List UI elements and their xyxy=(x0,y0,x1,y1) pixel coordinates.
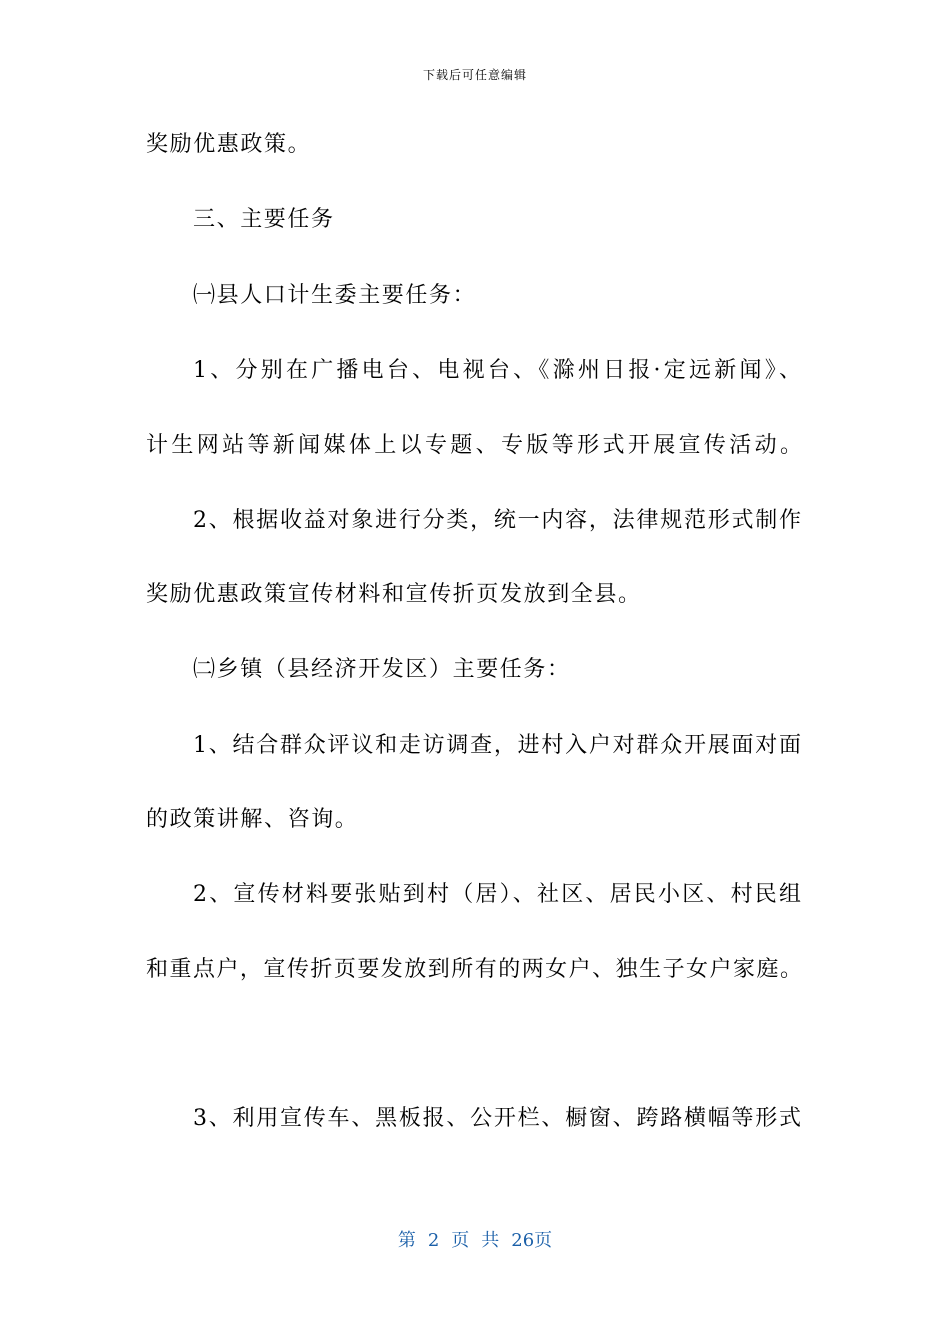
body-line: 1、分别在广播电台、电视台、《滁州日报·定远新闻》、 xyxy=(193,358,801,383)
footer-label-total: 共 xyxy=(481,1230,500,1251)
body-line: 2、根据收益对象进行分类，统一内容，法律规范形式制作 xyxy=(193,508,801,533)
section-heading: 三、主要任务 xyxy=(193,207,335,232)
header-note: 下载后可任意编辑 xyxy=(422,68,527,82)
subsection-heading: ㈡乡镇（县经济开发区）主要任务： xyxy=(193,657,571,682)
footer-current-page: 2 xyxy=(427,1230,440,1251)
body-line: 的政策讲解、咨询。 xyxy=(146,807,359,832)
footer-total-pages: 26页 xyxy=(511,1230,553,1251)
page-number-footer xyxy=(0,1226,950,1252)
body-line: 和重点户，宣传折页要发放到所有的两女户、独生子女户家庭。 xyxy=(146,957,802,982)
body-line: 2、宣传材料要张贴到村（居）、社区、居民小区、村民组 xyxy=(193,882,801,907)
footer-label-page: 第 xyxy=(397,1230,416,1251)
subsection-heading: ㈠县人口计生委主要任务： xyxy=(193,283,477,308)
body-line: 计生网站等新闻媒体上以专题、专版等形式开展宣传活动。 xyxy=(146,433,802,458)
body-line: 3、利用宣传车、黑板报、公开栏、橱窗、跨路横幅等形式 xyxy=(193,1106,801,1131)
body-line: 奖励优惠政策。 xyxy=(146,132,312,157)
footer-label-unit: 页 xyxy=(451,1230,470,1251)
body-line: 1、结合群众评议和走访调查，进村入户对群众开展面对面 xyxy=(193,733,801,758)
body-line: 奖励优惠政策宣传材料和宣传折页发放到全县。 xyxy=(146,582,642,607)
